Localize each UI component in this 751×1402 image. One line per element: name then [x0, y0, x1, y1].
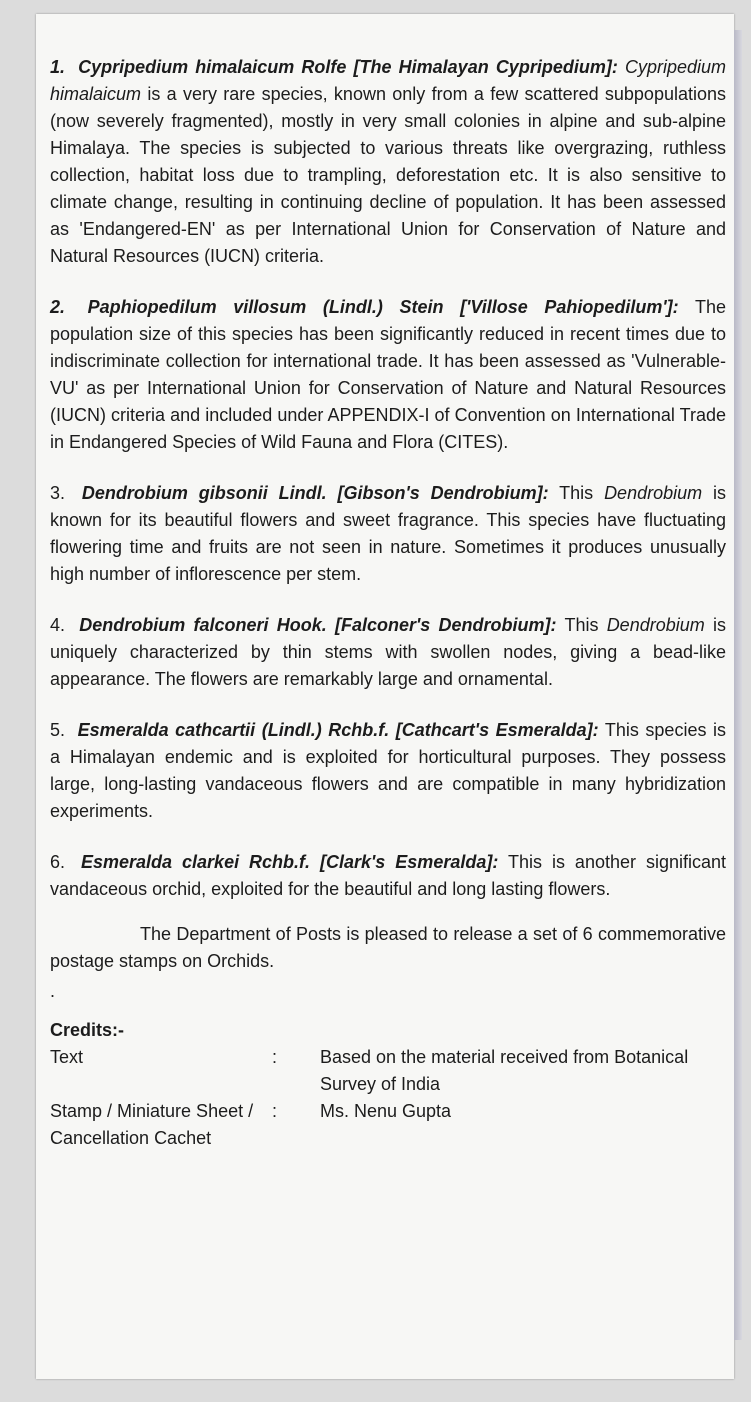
species-genus: Dendrobium: [604, 483, 703, 503]
brochure-page: [36, 14, 734, 1379]
credit-label: Text: [50, 1047, 84, 1067]
species-description: This is another significant vandaceous orchid, exploited for the beautiful and long lasting flowers.: [50, 852, 726, 899]
entry-number: 6.: [50, 852, 66, 872]
species-description: is known for its beautiful flowers and sweet fragrance. This species have fluctuating flowering time and fruits are not seen in nature. Sometimes it produces unusually high number of inflorescence per stem.: [50, 483, 726, 584]
species-entry-2: [50, 294, 726, 456]
species-entry-4: [50, 612, 726, 693]
species-entry-1: [50, 54, 726, 270]
species-title: Dendrobium gibsonii Lindl. [Gibson's Dendrobium]:: [81, 483, 549, 503]
species-entry-6: [50, 849, 726, 903]
credits-heading: Credits:-: [50, 1020, 125, 1040]
species-description: is uniquely characterized by thin stems with swollen nodes, giving a bead-like appearance. The flowers are remarkably large and ornamental.: [50, 615, 726, 689]
entry-number: 4.: [50, 615, 66, 635]
species-title: Esmeralda cathcartii (Lindl.) Rchb.f. [Cathcart's Esmeralda]:: [77, 720, 599, 740]
species-description: This species is a Himalayan endemic and is exploited for horticultural purposes. They possess large, long-lasting vandaceous flowers and are compatible in many hybridization experiments.: [50, 720, 726, 821]
species-description: is a very rare species, known only from a few scattered subpopulations (now severely fragmented), mostly in very small colonies in alpine and sub-alpine Himalaya. The species is subjected to various threats like overgrazing, ruthless collection, habitat loss due to trampling, deforestation etc. It is also sensitive to climate change, resulting in continuing decline of population. It has been assessed as 'Endangered-EN' as per International Union for Conservation of Nature and Natural Resources (IUCN) criteria.: [50, 84, 726, 266]
credit-value: Based on the material received from Botanical Survey of India: [320, 1047, 689, 1094]
stray-dot: .: [50, 981, 56, 1001]
species-lead: This: [548, 483, 605, 503]
species-title: Dendrobium falconeri Hook. [Falconer's Dendrobium]:: [79, 615, 557, 635]
page-edge-shadow: [734, 30, 742, 1340]
credit-label: Stamp / Miniature Sheet / Cancellation Cachet: [50, 1101, 254, 1148]
entry-number: 5.: [50, 720, 66, 740]
species-title: Cypripedium himalaicum Rolfe [The Himalayan Cypripedium]:: [78, 57, 618, 77]
species-genus: Dendrobium: [606, 615, 705, 635]
species-entry-3: [50, 480, 726, 588]
entry-number: 1.: [50, 57, 66, 77]
species-lead: This: [556, 615, 607, 635]
brochure-content: [50, 54, 726, 1152]
credits-row-stamp: [50, 1098, 726, 1152]
entry-number: 3.: [50, 483, 66, 503]
species-title: Esmeralda clarkei Rchb.f. [Clark's Esmeralda]:: [81, 852, 499, 872]
credit-colon: :: [272, 1101, 278, 1121]
credit-colon: :: [272, 1047, 278, 1067]
credit-value: Ms. Nenu Gupta: [320, 1101, 452, 1121]
species-genus: Cypripedium himalaicum: [50, 57, 726, 104]
species-description: The population size of this species has been significantly reduced in recent times due to indiscriminate collection for international trade. It has been assessed as 'Vulnerable-VU' as per International Union for Conservation of Nature and Natural Resources (IUCN) criteria and included under APPENDIX-I of Convention on International Trade in Endangered Species of Wild Fauna and Flora (CITES).: [50, 297, 726, 452]
credits-row-text: [50, 1044, 726, 1098]
closing-paragraph: The Department of Posts is pleased to release a set of 6 commemorative postage stamps on Orchids.: [50, 924, 726, 971]
species-title: Paphiopedilum villosum (Lindl.) Stein ['Villose Pahiopedilum']:: [87, 297, 679, 317]
credits-section: [50, 1017, 726, 1152]
entry-number: 2.: [50, 297, 66, 317]
species-entry-5: [50, 717, 726, 825]
